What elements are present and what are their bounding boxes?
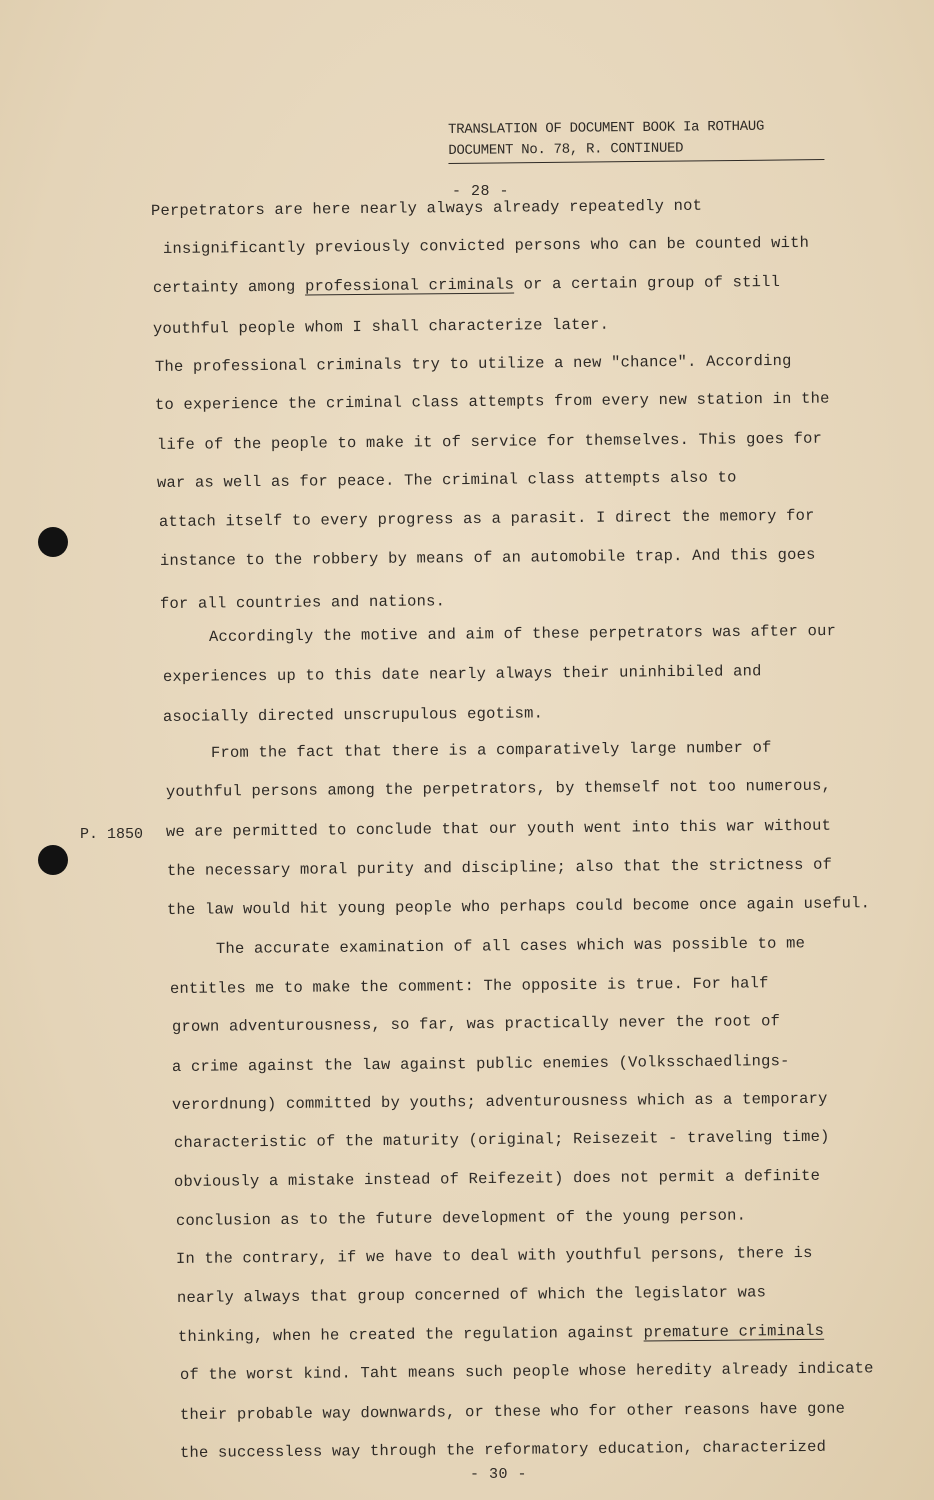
text-line: youthful persons among the perpetrators, by themself not too numerous,: [165, 776, 832, 801]
page-number-bottom: - 30 -: [470, 1466, 528, 1483]
punch-hole-upper: [38, 527, 68, 557]
text-line: entitles me to make the comment: The opposite is true. For half: [169, 974, 769, 998]
text-line: thinking, when he created the regulation against premature criminals: [177, 1321, 825, 1346]
text-line: instance to the robbery by means of an automobile trap. And this goes: [159, 545, 816, 570]
text-line: grown adventurousness, so far, was practically never the root of: [171, 1012, 781, 1036]
text-line: asocially directed unscrupulous egotism.: [162, 704, 544, 726]
page-number-top: - 28 -: [452, 183, 510, 200]
text-line: Perpetrators are here nearly always already repeatedly not: [150, 196, 703, 220]
text-line: their probable way downwards, or these who for other reasons have gone: [179, 1399, 846, 1424]
text-line: verordnung) committed by youths; adventurousness which as a temporary: [171, 1089, 828, 1114]
text-line: certainty among professional criminals or a certain group of still: [152, 272, 781, 297]
text-line: obviously a mistake instead of Reifezeit) does not permit a definite: [173, 1166, 821, 1191]
underlined-term: premature criminals: [643, 1321, 825, 1342]
text-line: to experience the criminal class attempts from every new station in the: [154, 389, 830, 414]
text-line: insignificantly previously convicted persons who can be counted with: [162, 233, 810, 258]
text-line: conclusion as to the future development of the young person.: [175, 1206, 747, 1230]
text-line: From the fact that there is a comparatively large number of: [210, 738, 772, 762]
text-line: for all countries and nations.: [159, 592, 446, 613]
text-line: we are permitted to conclude that our youth went into this war without: [165, 816, 832, 841]
text-line: In the contrary, if we have to deal with youthful persons, there is: [175, 1243, 813, 1268]
underlined-term: professional criminals: [304, 275, 515, 296]
document-header: [448, 116, 828, 164]
text-line: The accurate examination of all cases which was possible to me: [215, 934, 806, 958]
header-subtitle: DOCUMENT No. 78, R. CONTINUED: [448, 137, 824, 164]
text-line: attach itself to every progress as a parasit. I direct the memory for: [158, 506, 815, 531]
text-line: nearly always that group concerned of which the legislator was: [176, 1283, 767, 1307]
header-title: TRANSLATION OF DOCUMENT BOOK Ia ROTHAUG: [448, 118, 765, 138]
text-line: the successless way through the reformatory education, characterized: [179, 1437, 827, 1462]
text-line: the law would hit young people who perhaps could become once again useful.: [166, 894, 871, 919]
text-line: a crime against the law against public enemies (Volksschaedlings-: [171, 1052, 790, 1076]
text-line: life of the people to make it of service for themselves. This goes for: [156, 429, 823, 454]
text-line: experiences up to this date nearly always their uninhibiled and: [162, 662, 762, 686]
text-line: The professional criminals try to utilize a new "chance". According: [154, 351, 792, 376]
text-line: war as well as for peace. The criminal class attempts also to: [156, 468, 737, 492]
text-line: characteristic of the maturity (original; Reisezeit - traveling time): [173, 1127, 830, 1152]
margin-page-reference: P. 1850: [80, 826, 144, 843]
text-line: the necessary moral purity and discipline; also that the strictness of: [166, 855, 833, 880]
text-line: Accordingly the motive and aim of these perpetrators was after our: [208, 621, 837, 646]
punch-hole-lower: [38, 845, 68, 875]
text-line: youthful people whom I shall characterize later.: [152, 315, 610, 338]
text-line: of the worst kind. Taht means such people whose heredity already indicate: [179, 1359, 874, 1384]
